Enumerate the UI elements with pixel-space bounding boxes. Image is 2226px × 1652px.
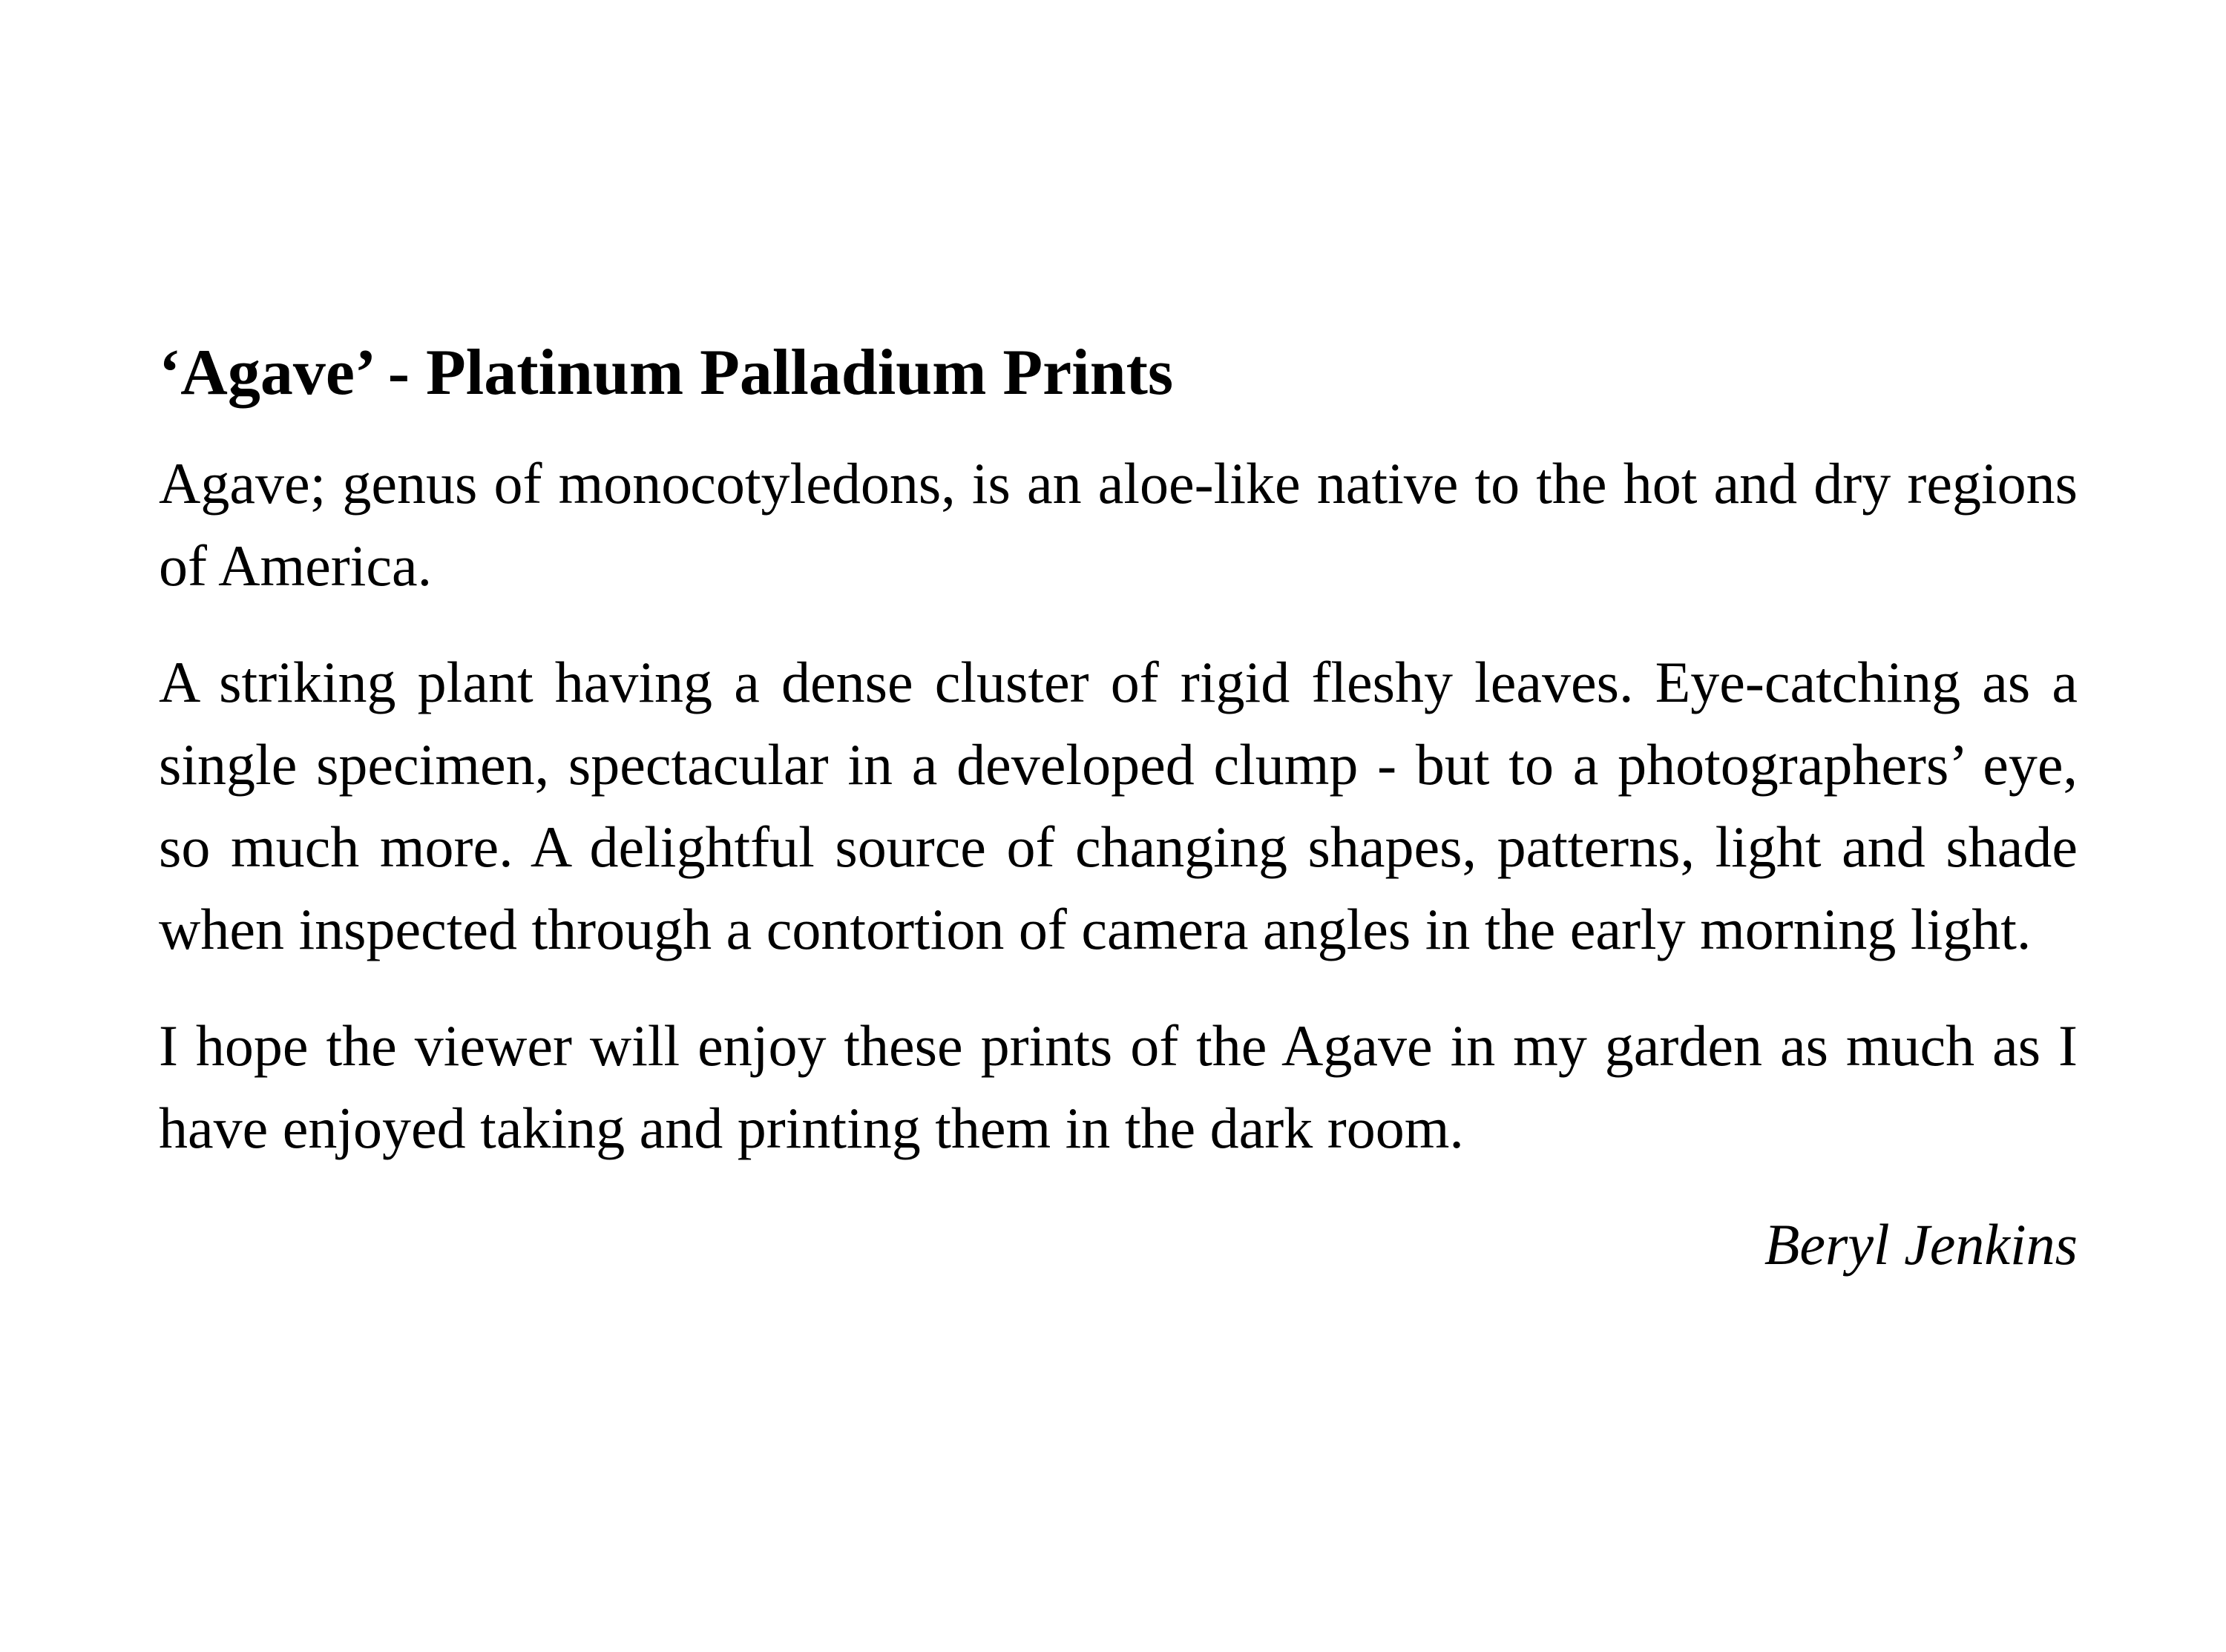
paragraph-closing: I hope the viewer will enjoy these prints of the Agave in my garden as much as I have enjoyed taking and printing them in the dark room. — [159, 1013, 2078, 1160]
paragraph-description: A striking plant having a dense cluster of rigid fleshy leaves. Eye-catching as a single specimen, spectacular in a developed clump - but to a photographers’ eye, so much more. A delightful source of changing shapes, patterns, light and shade when inspected through a contortion of camera angles in the early morning light. — [159, 650, 2078, 961]
author-signature: Beryl Jenkins — [1764, 1212, 2078, 1277]
document-title: ‘Agave’ - Platinum Palladium Prints — [159, 337, 1174, 409]
document-body — [159, 332, 2078, 1286]
paragraph-genus: Agave; genus of monocotyledons, is an aloe-like native to the hot and dry regions of America. — [159, 451, 2078, 598]
